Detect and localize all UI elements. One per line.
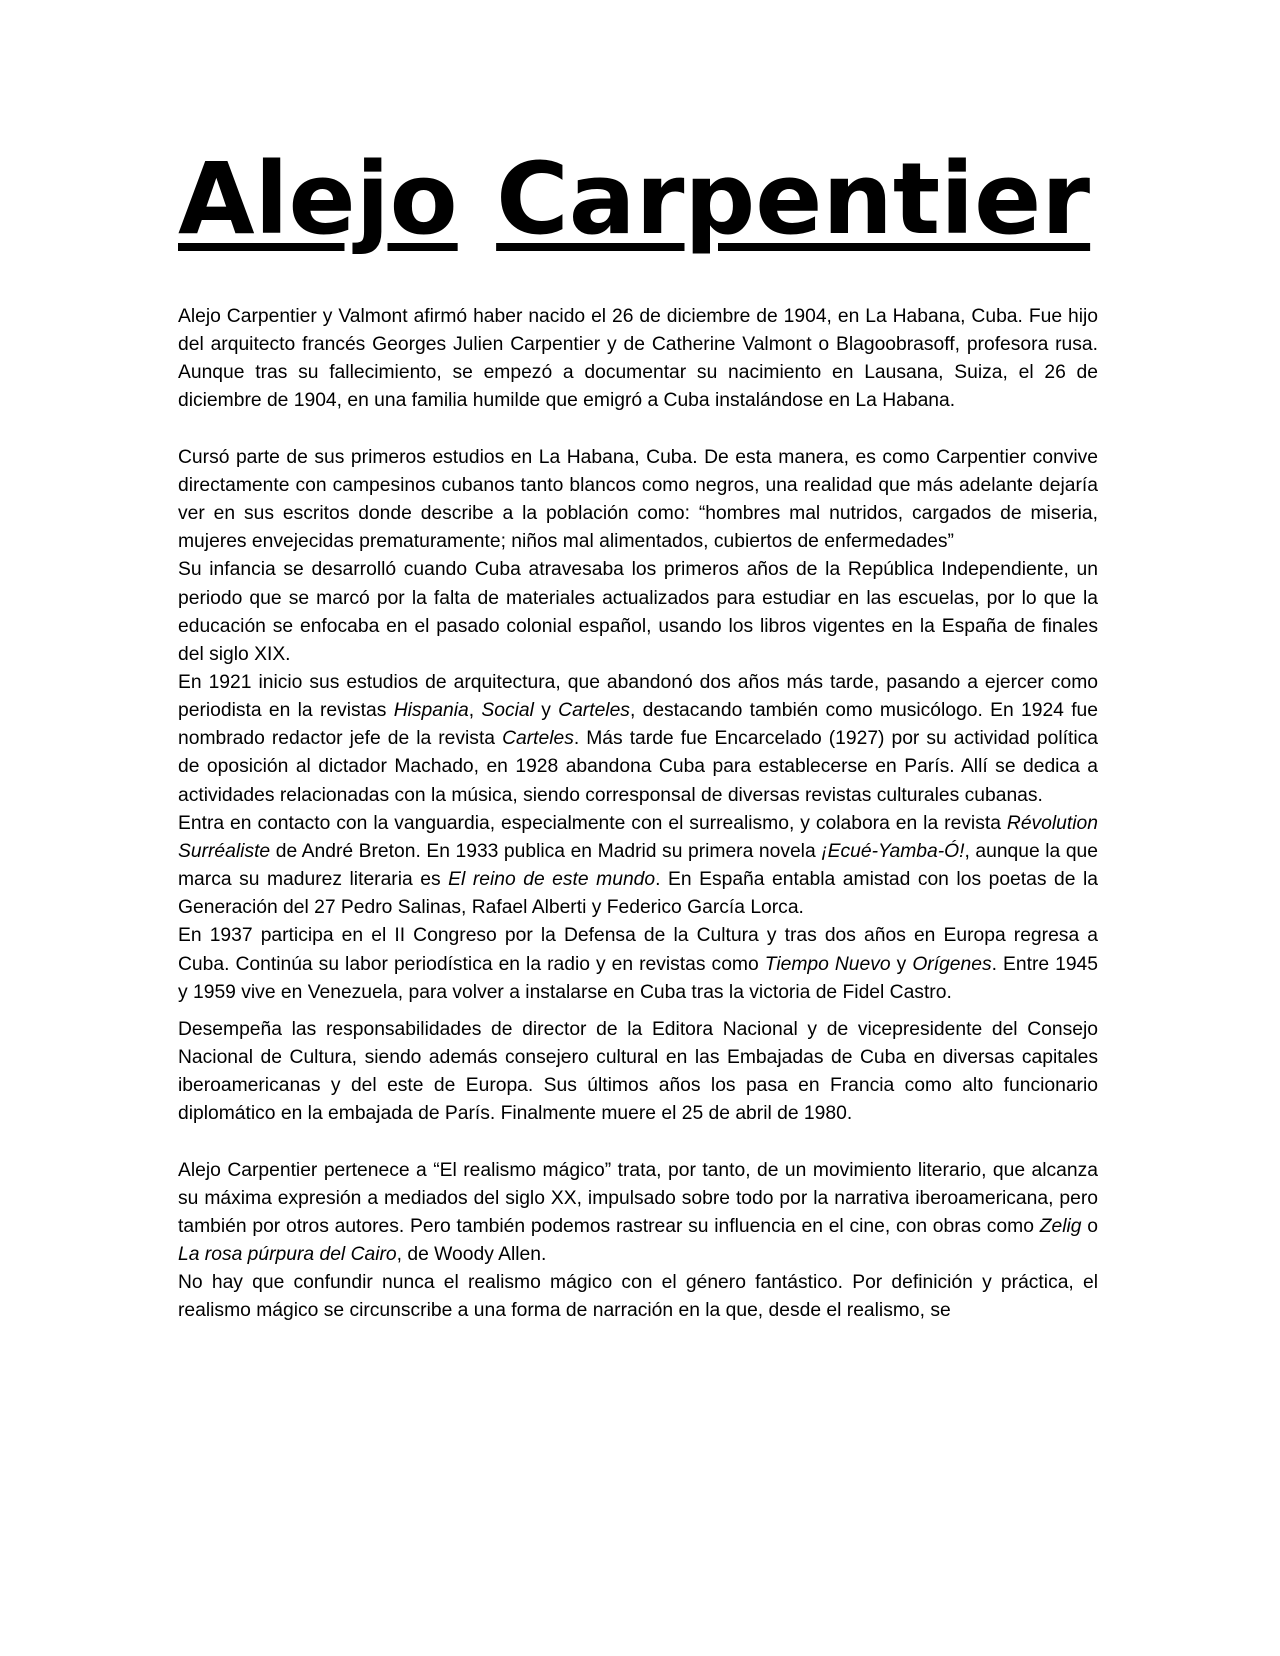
text-run: . Más tarde fue Encarcelado (1927) por su actividad política de oposición al dictador Machado, en 1928 abandona Cuba para establecerse en París. Allí se dedica a actividades relacionadas con la música, siendo corresponsal de diversas revistas culturales cubanas.	[178, 728, 1098, 806]
magazine-title: Social	[481, 700, 534, 722]
paragraph-early-studies: Cursó parte de sus primeros estudios en La Habana, Cuba. De esta manera, es como Carpentier convive directamente con campesinos cubanos tanto blancos como negros, una realidad que más adelante dejaría ver en sus escritos donde describe a la población como: “hombres mal nutridos, cargados de miseria, mujeres envejecidas prematuramente; niños mal alimentados, cubiertos de enfermedades”	[178, 446, 1098, 553]
paragraph-magic-realism	[178, 1157, 1098, 1270]
document-body	[178, 303, 1098, 1326]
paragraph-later-years: Desempeña las responsabilidades de director de la Editora Nacional y de vicepresidente del Consejo Nacional de Cultura, siendo además consejero cultural en las Embajadas de Cuba en diversas capitales iberoamericanas y del este de Europa. Sus últimos años los pasa en Francia como alto funcionario diplomático en la embajada de París. Finalmente muere el 25 de abril de 1980.	[178, 1018, 1098, 1125]
book-title: ¡Ecué-Yamba-Ó!	[821, 840, 965, 862]
film-title: La rosa púrpura del Cairo	[178, 1244, 397, 1266]
text-run: , de Woody Allen.	[396, 1244, 547, 1266]
text-run: y	[533, 700, 559, 722]
text-run: y	[890, 953, 913, 975]
text-run: . Entre 1945 y 1959 vive en Venezuela, para volver a instalarse en Cuba tras la victoria de Fidel Castro.	[178, 953, 1099, 1003]
title-word-first: Alejo	[178, 142, 458, 257]
magazine-title: Carteles	[558, 700, 630, 722]
text-run: . En España entabla amistad con los poetas de la Generación del 27 Pedro Salinas, Rafael Alberti y Federico García Lorca.	[178, 869, 1098, 919]
text-run: Entra en contacto con la vanguardia, especialmente con el surrealismo, y colabora en la revista	[178, 812, 1007, 834]
magazine-title: Révolution Surréaliste	[178, 812, 1098, 862]
text-run: En 1937 participa en el II Congreso por la Defensa de la Cultura y tras dos años en Europa regresa a Cuba. Continúa su labor periodística en la radio y en revistas como	[178, 925, 1098, 975]
text-run: , aunque la que marca su madurez literaria es	[178, 840, 1099, 891]
book-title: El reino de este mundo	[448, 869, 656, 891]
paragraph-journalism	[178, 669, 1098, 810]
text-run: o	[1081, 1215, 1098, 1237]
paragraph-birth: Alejo Carpentier y Valmont afirmó haber nacido el 26 de diciembre de 1904, en La Habana, Cuba. Fue hijo del arquitecto francés Georges Julien Carpentier y de Catherine Valmont o Blagoobrasoff, profesora rusa. Aunque tras su fallecimiento, se empezó a documentar su nacimiento en Lausana, Suiza, el 26 de diciembre de 1904, en una familia humilde que emigró a Cuba instalándose en La Habana.	[178, 306, 1098, 412]
text-run: , destacando también como musicólogo. En 1924 fue nombrado redactor jefe de la revista	[178, 700, 1098, 750]
magazine-title: Orígenes	[912, 953, 992, 975]
text-run: En 1921 inicio sus estudios de arquitectura, que abandonó dos años más tarde, pasando a ejercer como periodista en la revistas	[178, 672, 1098, 722]
paragraph-childhood: Su infancia se desarrolló cuando Cuba atravesaba los primeros años de la República Independiente, un periodo que se marcó por la falta de materiales actualizados para estudiar en las escuelas, por lo que la educación se enfocaba en el pasado colonial español, usando los libros vigentes en la España de finales del siglo XIX.	[178, 559, 1098, 665]
document-title	[178, 142, 1091, 257]
text-run: de André Breton. En 1933 publica en Madrid su primera novela	[270, 840, 822, 862]
paragraph-return-cuba	[178, 922, 1098, 1006]
paragraph-vanguard	[178, 810, 1098, 923]
title-word-last: Carpentier	[496, 142, 1091, 257]
text-run: ,	[468, 700, 482, 722]
magazine-title: Hispania	[393, 700, 469, 722]
magazine-title: Tiempo Nuevo	[764, 953, 891, 975]
paragraph-fantastic-genre: No hay que confundir nunca el realismo mágico con el género fantástico. Por definición y práctica, el realismo mágico se circunscribe a una forma de narración en la que, desde el realismo, se	[178, 1272, 1098, 1322]
text-run: Alejo Carpentier pertenece a “El realismo mágico” trata, por tanto, de un movimiento literario, que alcanza su máxima expresión a mediados del siglo XX, impulsado sobre todo por la narrativa iberoamericana, pero también por otros autores. Pero también podemos rastrear su influencia en el cine, con obras como	[178, 1159, 1098, 1237]
magazine-title: Carteles	[502, 728, 574, 750]
film-title: Zelig	[1039, 1215, 1082, 1237]
